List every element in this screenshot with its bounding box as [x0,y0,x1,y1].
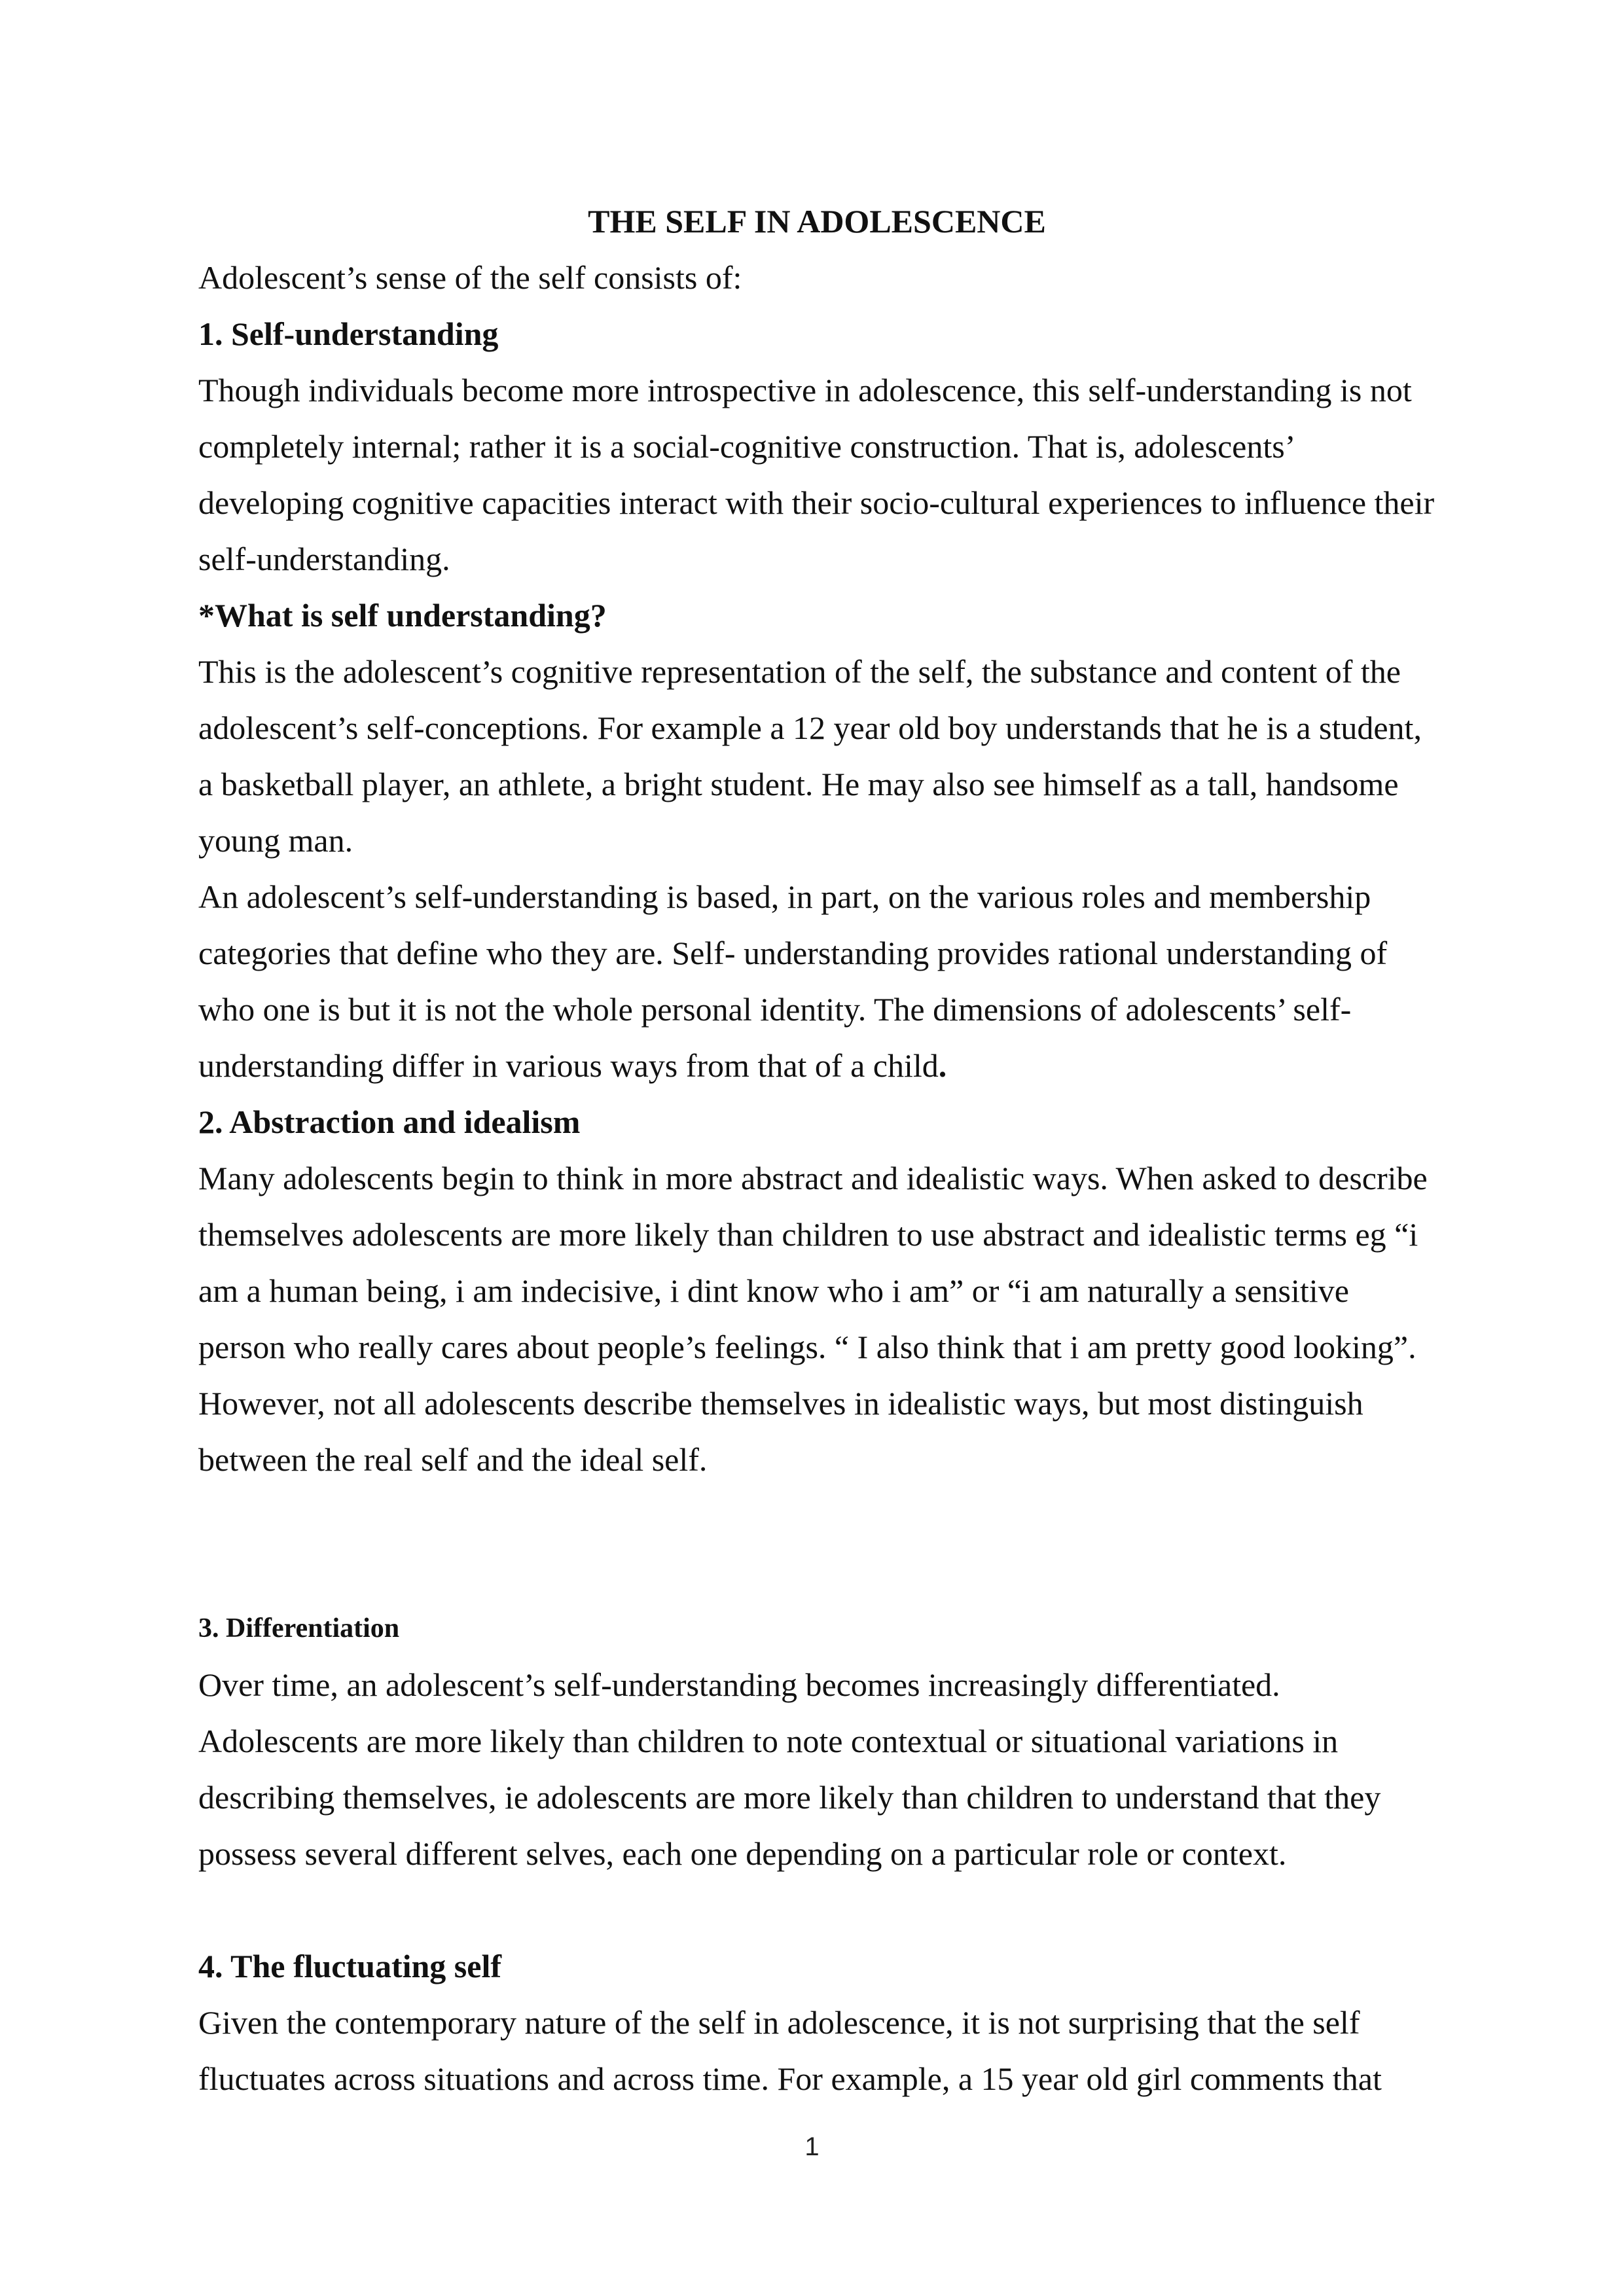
what-is-self-understanding-paragraph: This is the adolescent’s cognitive representation of the self, the substance and content of the adolescent’s self-conceptions. For example a 12 year old boy understands that he is a student, a basketball player, an athlete, a bright student. He may also see himself as a tall, handsome young man. [198,653,1422,859]
intro-paragraph: Adolescent’s sense of the self consists of: [198,259,742,296]
document-title: THE SELF IN ADOLESCENCE [588,203,1046,240]
section-heading-fluctuating-self: 4. The fluctuating self [198,1948,501,1984]
self-understanding-paragraph: Though individuals become more introspective in adolescence, this self-understanding is not completely internal; rather it is a social-cognitive construction. That is, adolescents’ developing cognitive capacities interact with their socio-cultural experiences to influence their self-understanding. [198,372,1435,577]
section-heading-self-understanding: 1. Self-understanding [198,315,499,352]
section-heading-differentiation: 3. Differentiation [198,1613,400,1643]
self-understanding-roles-paragraph [198,869,1435,1094]
fluctuating-self-paragraph: Given the contemporary nature of the self in adolescence, it is not surprising that the self fluctuates across situations and across time. For example, a 15 year old girl comments that [198,2004,1382,2097]
document-body [198,193,1435,2107]
section-heading-what-is-self-understanding: *What is self understanding? [198,597,607,634]
self-understanding-roles-text: An adolescent’s self-understanding is based, in part, on the various roles and membership categories that define who they are. Self- understanding provides rational understanding of who one is but it is not the whole personal identity. The dimensions of adolescents’ self-understanding differ in various ways from that of a child [198,878,1388,1084]
spacer [198,1488,1435,1600]
page-number: 1 [804,2132,820,2161]
section-heading-abstraction-idealism: 2. Abstraction and idealism [198,1103,581,1140]
differentiation-paragraph: Over time, an adolescent’s self-understanding becomes increasingly differentiated. Adolescents are more likely than children to note contextual or situational variations in describing themselves, ie adolescents are more likely than children to understand that they possess several different selves, each one depending on a particular role or context. [198,1666,1381,1872]
bold-period: . [938,1047,947,1084]
abstraction-idealism-paragraph: Many adolescents begin to think in more abstract and idealistic ways. When asked to describe themselves adolescents are more likely than children to use abstract and idealistic terms eg “i am a human being, i am indecisive, i dint know who i am” or “i am naturally a sensitive person who really cares about people’s feelings. “ I also think that i am pretty good looking”. However, not all adolescents describe themselves in idealistic ways, but most distinguish between the real self and the ideal self. [198,1160,1428,1478]
spacer [198,1882,1435,1938]
